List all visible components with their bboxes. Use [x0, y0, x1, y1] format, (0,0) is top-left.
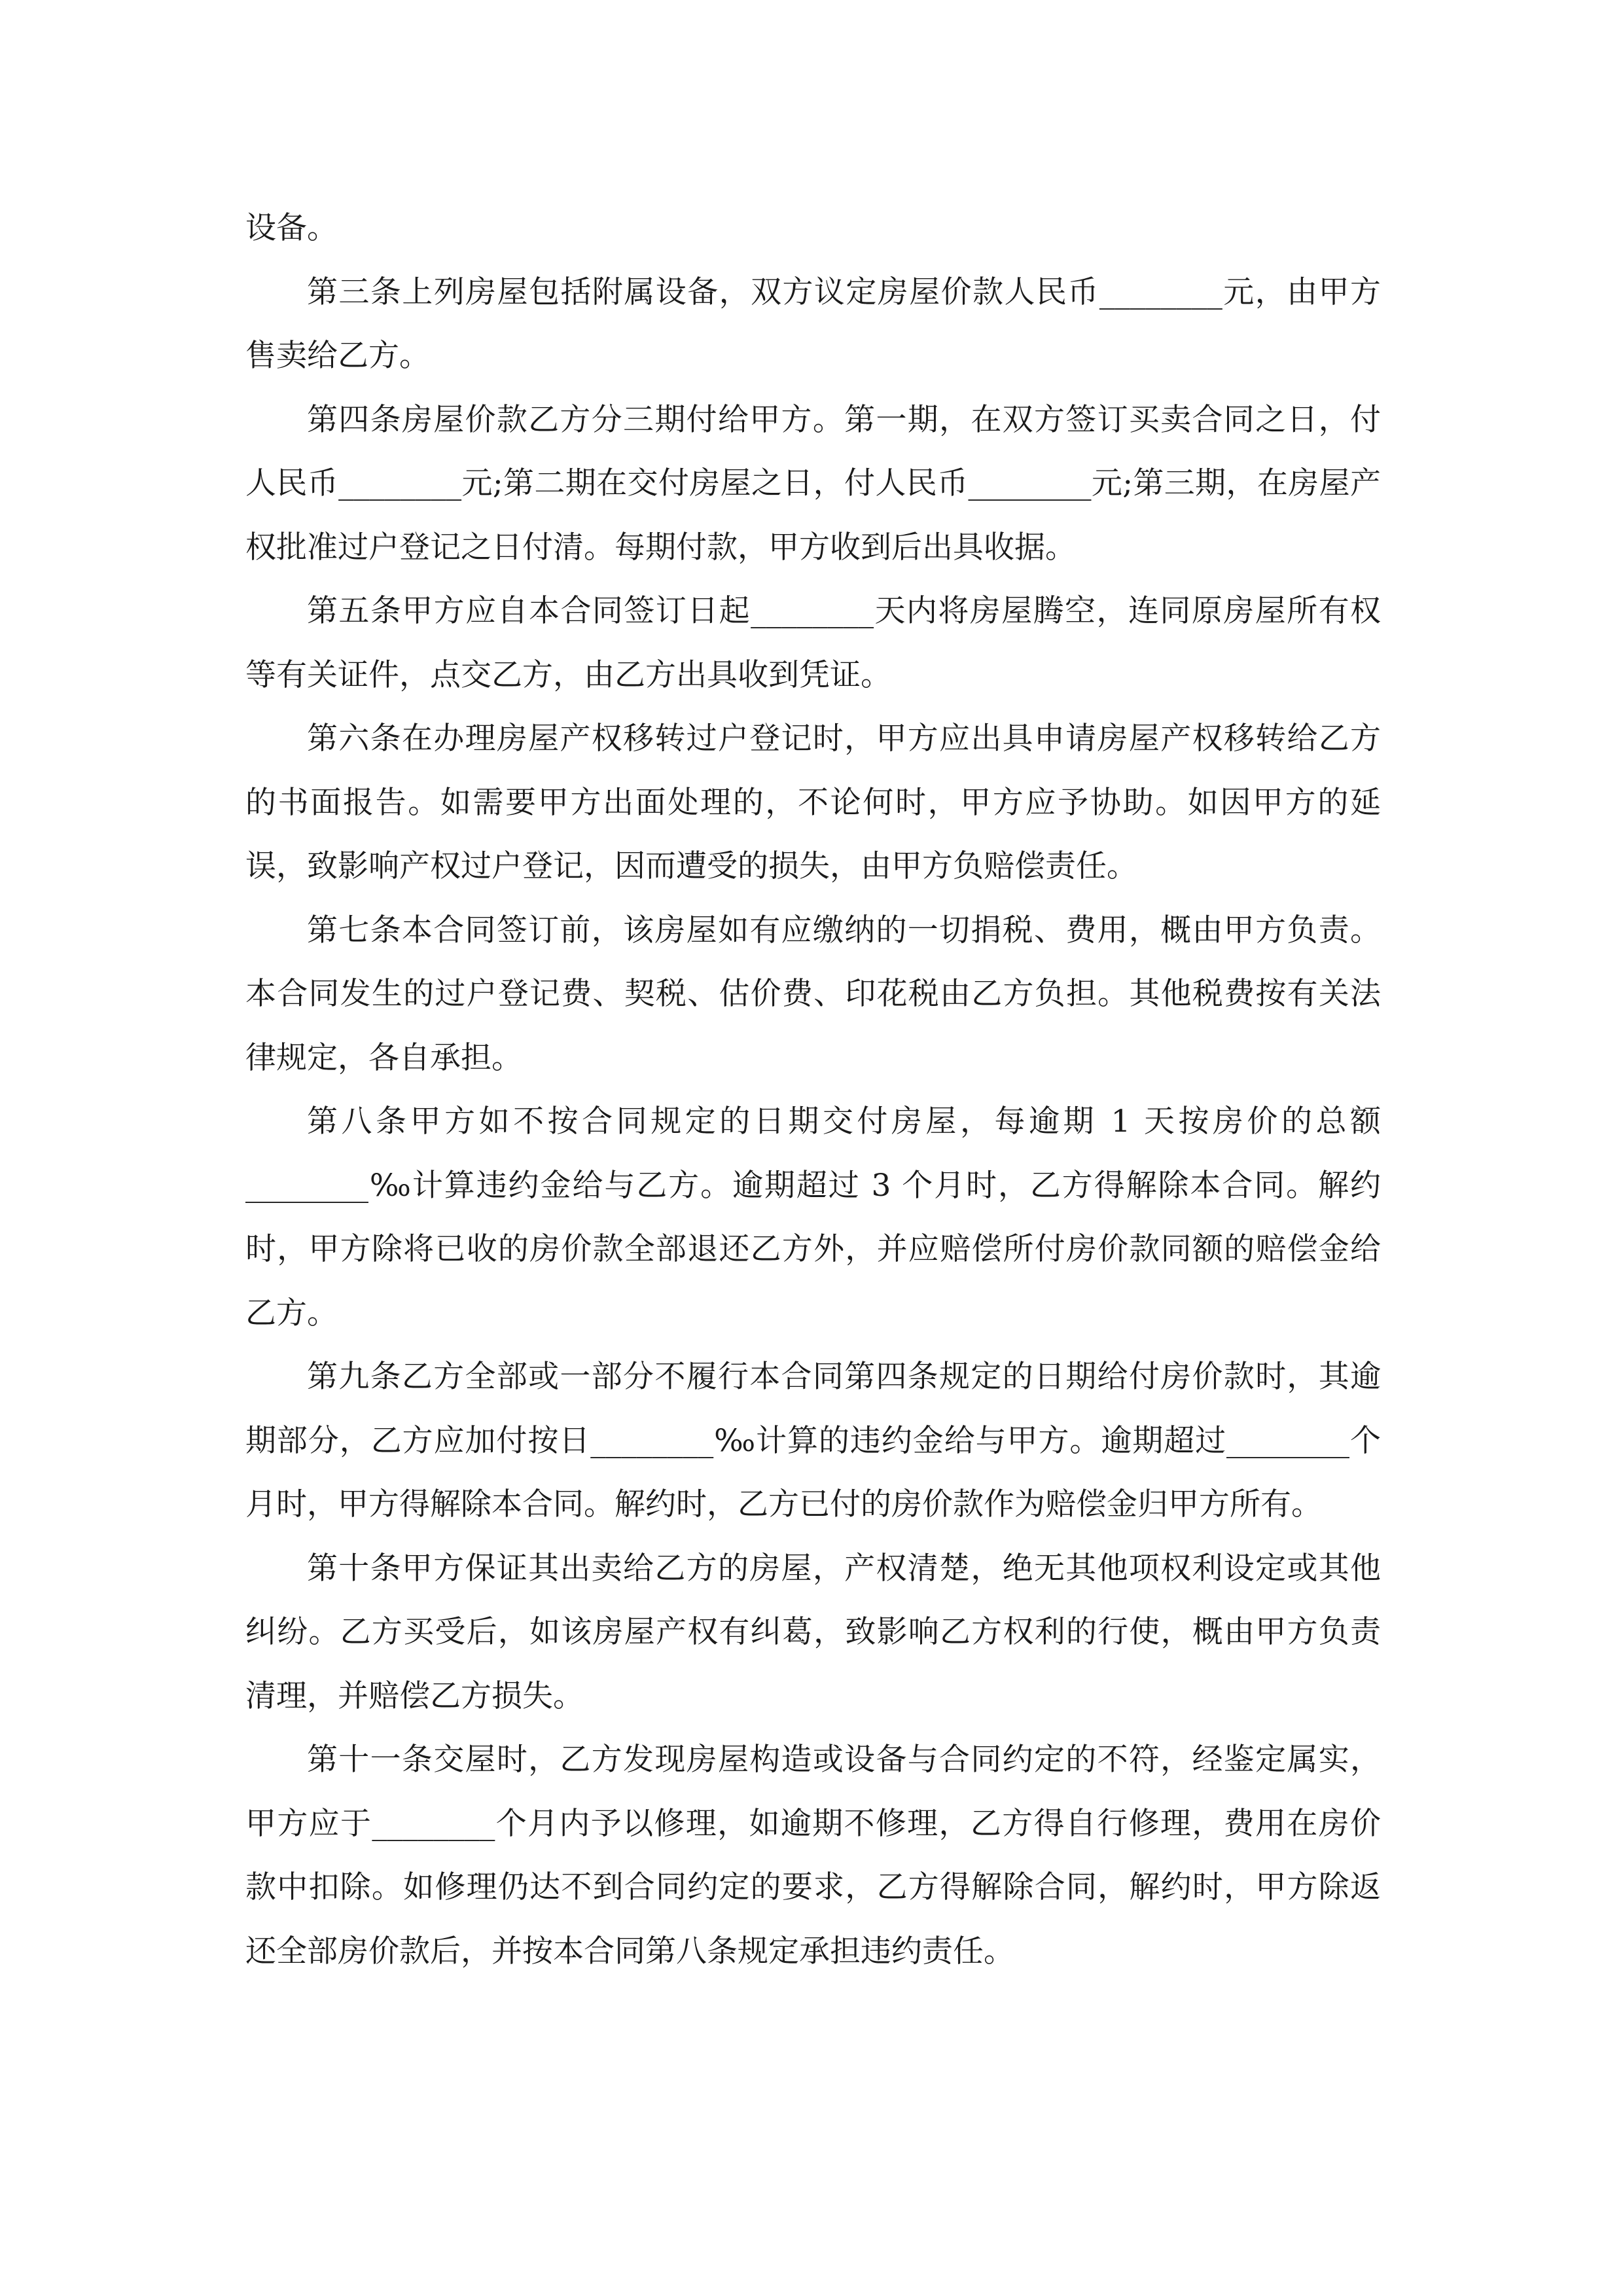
- paragraph-article-5: 第五条甲方应自本合同签订日起________天内将房屋腾空，连同原房屋所有权等有关证件，点交乙方，由乙方出具收到凭证。: [245, 593, 1381, 693]
- paragraph-article-11: 第十一条交屋时，乙方发现房屋构造或设备与合同约定的不符，经鉴定属实，甲方应于________个月内予以修理，如逾期不修理，乙方得自行修理，费用在房价款中扣除。如修理仍达不到合同约定的要求，乙方得解除合同，解约时，甲方除返还全部房价款后，并按本合同第八条规定承担违约责任。: [245, 1742, 1381, 1969]
- paragraph-article-9: 第九条乙方全部或一部分不履行本合同第四条规定的日期给付房价款时，其逾期部分，乙方应加付按日________‰计算的违约金给与甲方。逾期超过________个月时，甲方得解除本合同。解约时，乙方已付的房价款作为赔偿金归甲方所有。: [245, 1359, 1381, 1522]
- paragraph-article-7: 第七条本合同签订前，该房屋如有应缴纳的一切捐税、费用，概由甲方负责。本合同发生的过户登记费、契税、估价费、印花税由乙方负担。其他税费按有关法律规定，各自承担。: [245, 912, 1381, 1076]
- paragraph-article-3: 第三条上列房屋包括附属设备，双方议定房屋价款人民币________元，由甲方售卖给乙方。: [245, 274, 1381, 374]
- paragraph-article-4: 第四条房屋价款乙方分三期付给甲方。第一期，在双方签订买卖合同之日，付人民币________元;第二期在交付房屋之日，付人民币________元;第三期，在房屋产权批准过户登记之日付清。每期付款，甲方收到后出具收据。: [245, 401, 1381, 565]
- paragraph-continuation: 设备。: [245, 210, 338, 246]
- paragraph-article-10: 第十条甲方保证其出卖给乙方的房屋，产权清楚，绝无其他项权利设定或其他纠纷。乙方买受后，如该房屋产权有纠葛，致影响乙方权利的行使，概由甲方负责清理，并赔偿乙方损失。: [245, 1550, 1381, 1714]
- paragraph-article-8: 第八条甲方如不按合同规定的日期交付房屋，每逾期 1 天按房价的总额________‰计算违约金给与乙方。逾期超过 3 个月时，乙方得解除本合同。解约时，甲方除将已收的房价款全部退还乙方外，并应赔偿所付房价款同额的赔偿金给乙方。: [245, 1103, 1381, 1331]
- paragraph-article-6: 第六条在办理房屋产权移转过户登记时，甲方应出具申请房屋产权移转给乙方的书面报告。如需要甲方出面处理的，不论何时，甲方应予协助。如因甲方的延误，致影响产权过户登记，因而遭受的损失，由甲方负赔偿责任。: [245, 721, 1381, 884]
